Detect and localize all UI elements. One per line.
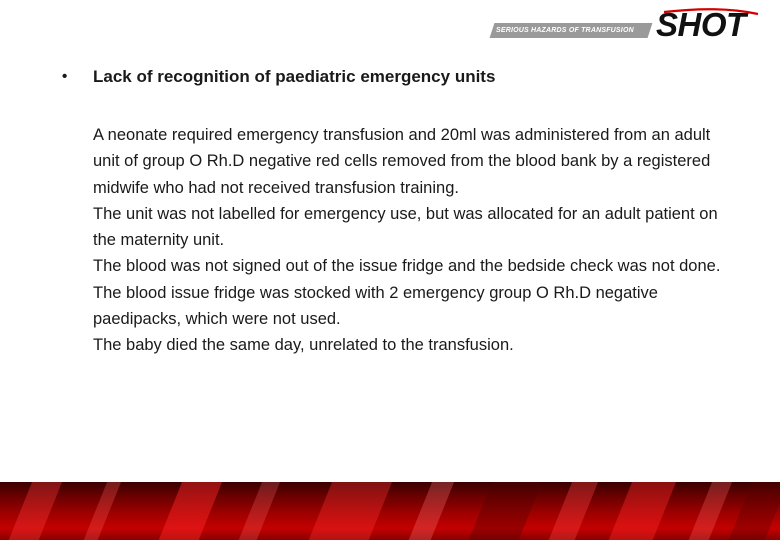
footer-streak	[544, 482, 602, 540]
logo-word: SHOT	[656, 6, 746, 43]
footer-streak	[304, 482, 396, 540]
paragraph: A neonate required emergency transfusion and 20ml was administered from an adult unit of group O Rh.D negative red cells removed from the blood bank by a registered midwife who had not received transfusion training.	[93, 126, 711, 197]
bullet-item	[62, 66, 742, 88]
paragraph: The baby died the same day, unrelated to the transfusion.	[93, 336, 514, 355]
logo-tagline: SERIOUS HAZARDS OF TRANSFUSION	[496, 27, 634, 34]
footer-streak	[464, 482, 546, 540]
shot-logo	[490, 8, 770, 44]
footer-streak	[684, 482, 736, 540]
bullet-marker: •	[62, 68, 68, 85]
paragraph: The unit was not labelled for emergency use, but was allocated for an adult patient on the maternity unit.	[93, 204, 718, 250]
case-description	[93, 122, 733, 359]
bullet-heading: Lack of recognition of paediatric emergency units	[93, 67, 496, 86]
footer-streak	[404, 482, 458, 540]
footer-streak	[234, 482, 284, 540]
footer-streak	[604, 482, 680, 540]
footer-streak	[79, 482, 125, 540]
footer-streak	[154, 482, 226, 540]
footer-streak	[724, 482, 780, 540]
footer-streak	[4, 482, 66, 540]
footer-band	[0, 482, 780, 540]
paragraph: The blood was not signed out of the issue fridge and the bedside check was not done.	[93, 257, 721, 276]
paragraph: The blood issue fridge was stocked with 2 emergency group O Rh.D negative paedipacks, which were not used.	[93, 283, 658, 329]
